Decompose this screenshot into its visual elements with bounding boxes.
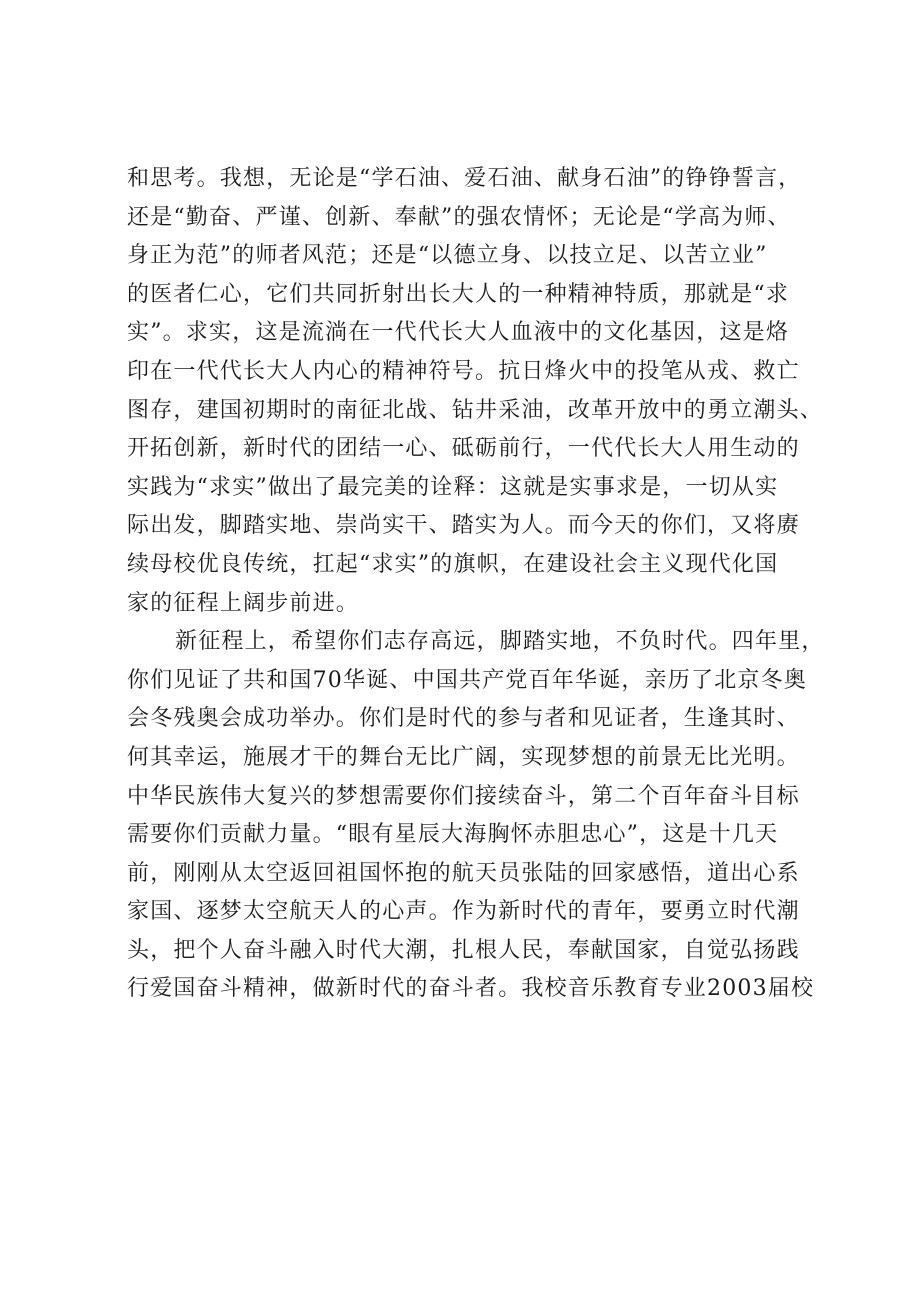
text-line: 家国、逐梦太空航天人的心声。作为新时代的青年，要勇立时代潮 bbox=[127, 899, 800, 925]
text-line: 和思考。我想，无论是“学石油、爱石油、献身石油”的铮铮誓言， bbox=[127, 166, 802, 191]
text-line: 续母校优良传统，扛起“求实”的旗帜，在建设社会主义现代化国 bbox=[127, 551, 779, 577]
text-line: 的医者仁心，它们共同折射出长大人的一种精神特质，那就是“求 bbox=[127, 281, 790, 307]
text-line: 开拓创新，新时代的团结一心、砥砺前行，一代代长大人用生动的 bbox=[127, 436, 800, 462]
body-text bbox=[127, 160, 827, 1009]
text-line: 会冬残奥会成功举办。你们是时代的参与者和见证者，生逢其时、 bbox=[127, 706, 800, 732]
text-line: 实”。求实，这是流淌在一代代长大人血液中的文化基因，这是烙 bbox=[127, 320, 790, 346]
text-line: 还是“勤奋、严谨、创新、奉献”的强农情怀；无论是“学高为师、 bbox=[127, 204, 791, 230]
text-line: 家的征程上阔步前进。 bbox=[127, 590, 360, 616]
text-line: 身正为范”的师者风范；还是“以德立身、以技立足、以苦立业” bbox=[127, 243, 768, 269]
text-line: 印在一代代长大人内心的精神符号。抗日烽火中的投笔从戎、救亡 bbox=[127, 358, 800, 384]
text-line: 头，把个人奋斗融入时代大潮，扎根人民，奉献国家，自觉弘扬践 bbox=[127, 937, 800, 963]
text-line: 实践为“求实”做出了最完美的诠释：这就是实事求是，一切从实 bbox=[127, 474, 779, 500]
text-line: 何其幸运，施展才干的舞台无比广阔，实现梦想的前景无比光明。 bbox=[127, 744, 800, 770]
text-line: 需要你们贡献力量。“眼有星辰大海胸怀赤胆忠心”，这是十几天 bbox=[127, 822, 779, 848]
text-line: 行爱国奋斗精神，做新时代的奋斗者。我校音乐教育专业2003届校 bbox=[127, 976, 815, 1002]
text-line: 前，刚刚从太空返回祖国怀抱的航天员张陆的回家感悟，道出心系 bbox=[127, 860, 800, 886]
text-line: 际出发，脚踏实地、崇尚实干、踏实为人。而今天的你们，又将赓 bbox=[127, 513, 800, 539]
text-line: 中华民族伟大复兴的梦想需要你们接续奋斗，第二个百年奋斗目标 bbox=[127, 783, 800, 809]
paragraph-start-line: 新征程上，希望你们志存高远，脚踏实地，不负时代。四年里， bbox=[175, 629, 825, 655]
text-line: 图存，建国初期时的南征北战、钻井采油，改革开放中的勇立潮头、 bbox=[127, 397, 824, 423]
text-line: 你们见证了共和国70华诞、中国共产党百年华诞，亲历了北京冬奥 bbox=[127, 667, 807, 693]
